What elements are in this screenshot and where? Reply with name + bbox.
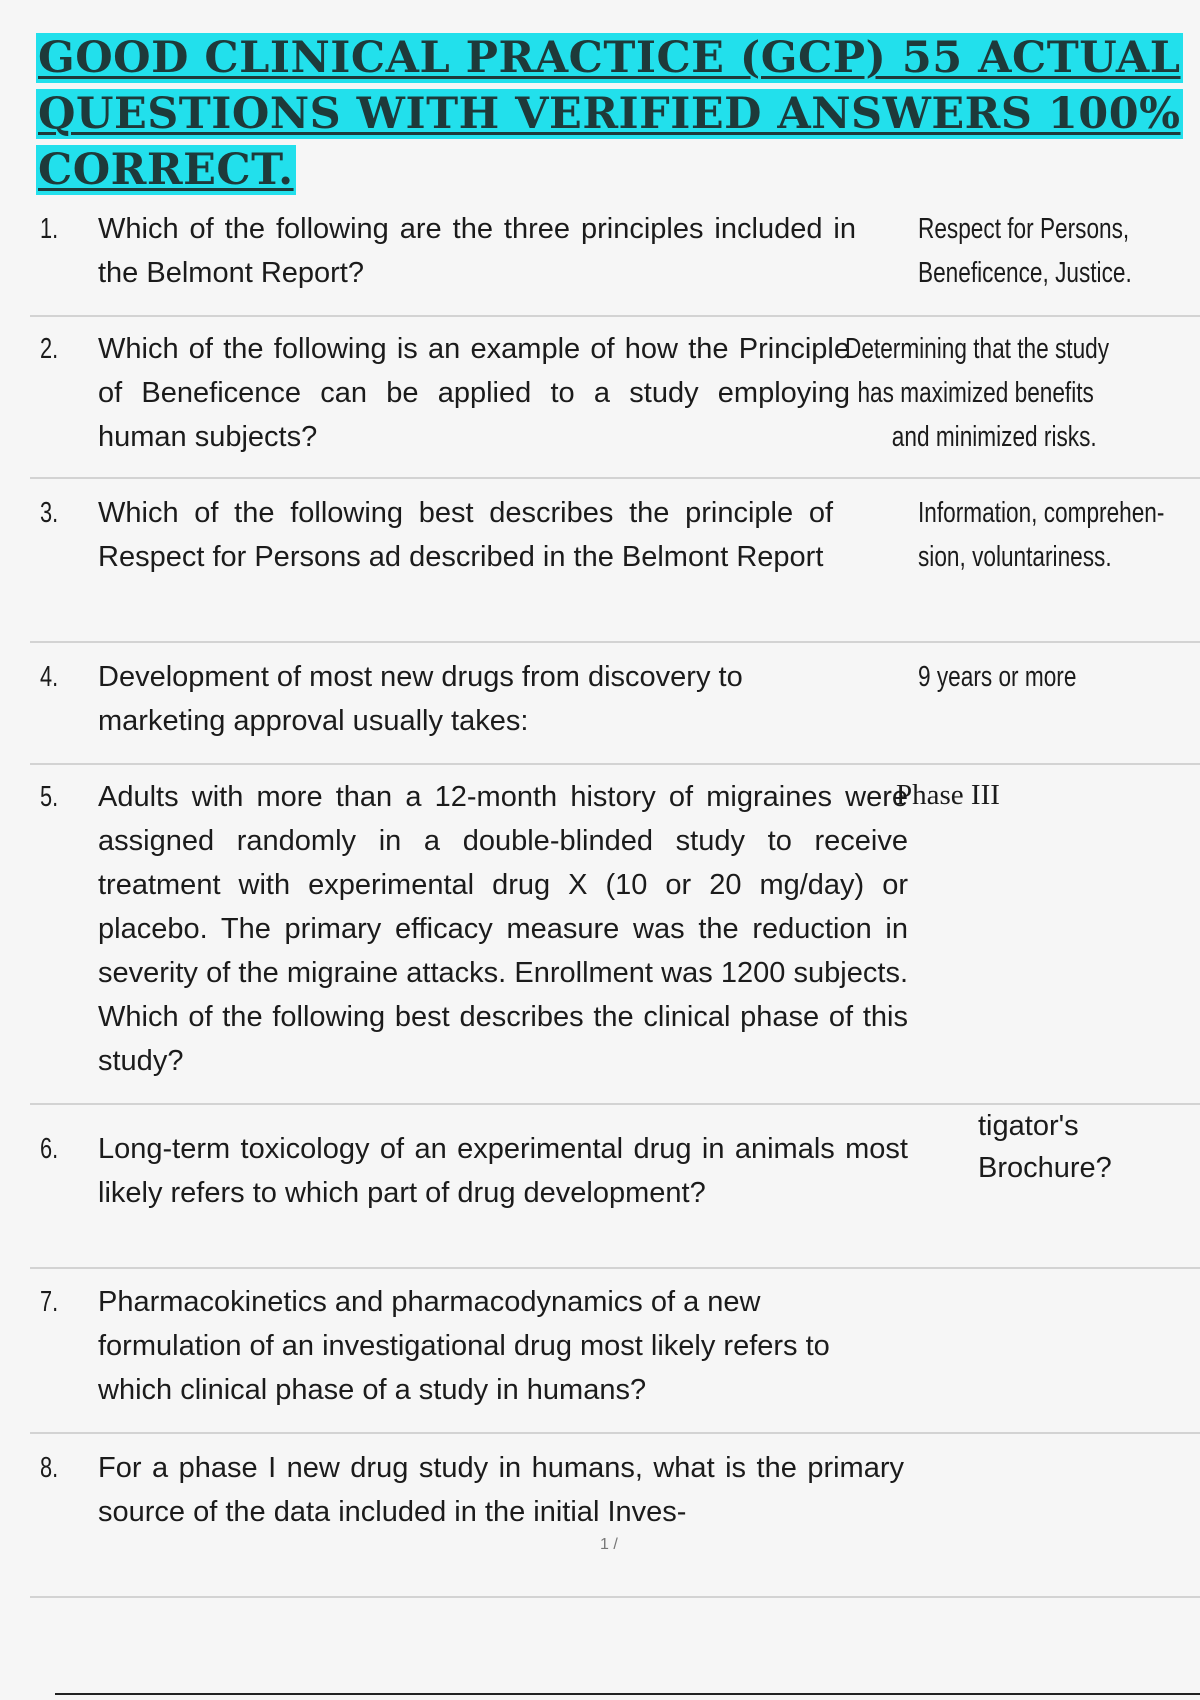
answer-text bbox=[845, 327, 1110, 459]
question-row-2 bbox=[30, 327, 1200, 479]
question-text: Pharmacokinetics and pharmacodynamics of a new formulation of an investigational drug most likely refers to which clinical phase of a study in humans? bbox=[98, 1286, 830, 1406]
answer-line: Information, comprehen- bbox=[918, 497, 1165, 529]
question-number: 4. bbox=[40, 661, 59, 693]
answer-line: has maximized benefits bbox=[857, 377, 1094, 409]
question-row-8 bbox=[30, 1446, 1200, 1598]
answer-line: Brochure? bbox=[978, 1152, 1112, 1184]
answer-line: 9 years or more bbox=[918, 661, 1077, 693]
answer-text bbox=[896, 773, 1200, 817]
footer-divider bbox=[55, 1693, 1200, 1695]
answer-text bbox=[918, 491, 1183, 579]
answer-text bbox=[918, 207, 1183, 295]
answer-line: Determining that the study bbox=[845, 333, 1110, 365]
answer-line: and minimized risks. bbox=[891, 421, 1097, 453]
title-line-2: QUESTIONS WITH VERIFIED ANSWERS 100% bbox=[38, 89, 1181, 139]
question-number: 3. bbox=[40, 497, 59, 529]
title-line-3: CORRECT. bbox=[38, 145, 294, 195]
page-number: 1 / bbox=[600, 1536, 618, 1553]
answer-line: sion, voluntariness. bbox=[918, 541, 1112, 573]
question-text: Which of the following is an example of how the Principle of Beneficence can be applied to a study employing human subjects? bbox=[98, 333, 850, 453]
question-text: Which of the following are the three principles included in the Belmont Report? bbox=[98, 213, 856, 289]
question-text: Long-term toxicology of an experimental drug in animals most likely refers to which part of drug development? bbox=[98, 1133, 908, 1209]
answer-line: tigator's bbox=[978, 1110, 1079, 1142]
question-row-4 bbox=[30, 655, 1200, 765]
question-number: 1. bbox=[40, 213, 59, 245]
document-title bbox=[36, 30, 1196, 198]
question-text: Adults with more than a 12-month history of migraines were assigned randomly in a double-blinded study to receive treatment with experimental drug X (10 or 20 mg/day) or placebo. The primary efficacy measure was the reduction in severity of the migraine attacks. Enrollment was 1200 subjects. Which of the following best describes the clinical phase of this study? bbox=[98, 781, 908, 1077]
question-row-7 bbox=[30, 1280, 1200, 1434]
question-row-5 bbox=[30, 775, 1200, 1105]
answer-line: Phase III bbox=[896, 779, 1000, 811]
answer-text bbox=[918, 655, 1183, 699]
question-number: 2. bbox=[40, 333, 59, 365]
question-number: 7. bbox=[40, 1286, 59, 1318]
question-number: 5. bbox=[40, 781, 59, 813]
question-text: Development of most new drugs from discovery to marketing approval usually takes: bbox=[98, 661, 743, 737]
answer-text bbox=[978, 1105, 1200, 1189]
answer-line: Respect for Persons, bbox=[918, 213, 1130, 245]
question-row-6 bbox=[30, 1110, 1200, 1269]
question-row-3 bbox=[30, 491, 1200, 643]
question-number: 6. bbox=[40, 1133, 59, 1165]
question-text: For a phase I new drug study in humans, what is the primary source of the data included in the initial Inves- bbox=[98, 1452, 904, 1528]
answer-line: Beneficence, Justice. bbox=[918, 257, 1132, 289]
question-number: 8. bbox=[40, 1452, 59, 1484]
question-row-1 bbox=[30, 207, 1200, 317]
question-text: Which of the following best describes the principle of Respect for Persons ad described in the Belmont Report bbox=[98, 497, 833, 573]
title-line-1: GOOD CLINICAL PRACTICE (GCP) 55 ACTUAL bbox=[38, 33, 1181, 83]
